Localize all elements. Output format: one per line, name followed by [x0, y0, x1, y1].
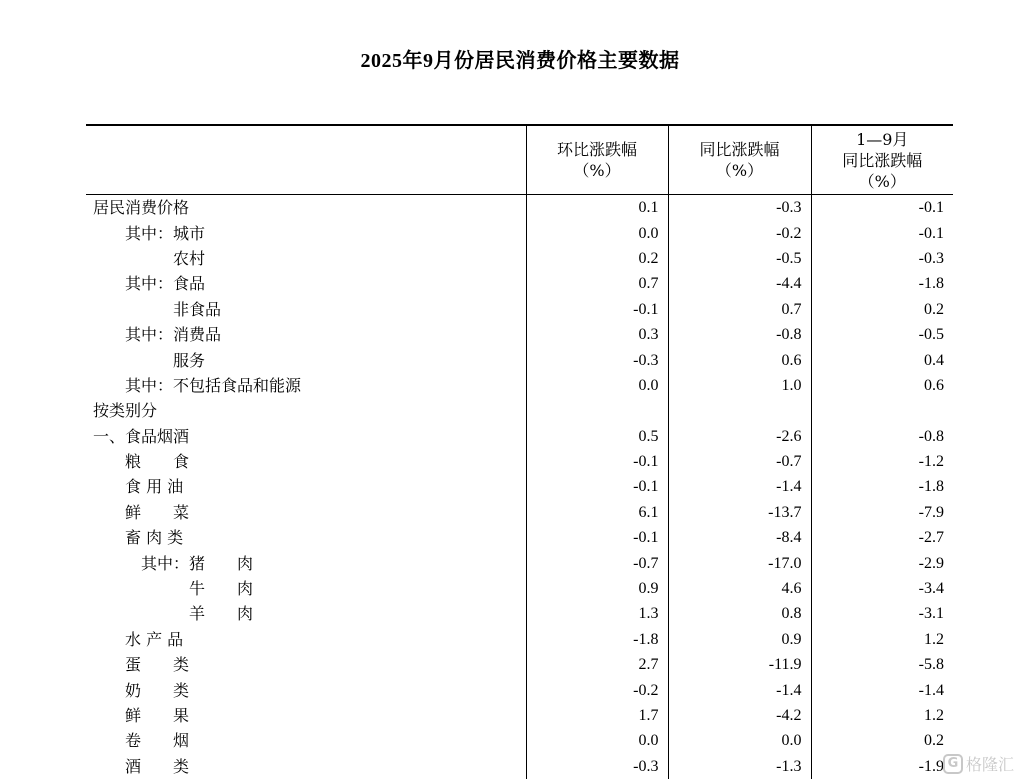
mom-value: 1.3	[526, 601, 668, 626]
yoy-value: 0.0	[668, 728, 811, 753]
table-row	[86, 500, 953, 525]
table-row	[86, 220, 953, 245]
yoy-value: -0.3	[668, 195, 811, 221]
yoy-value: 4.6	[668, 576, 811, 601]
table-row	[86, 627, 953, 652]
mom-value: 2.7	[526, 652, 668, 677]
yoy-value: -11.9	[668, 652, 811, 677]
ytd-value: -0.1	[811, 220, 953, 245]
row-label: 按类别分	[93, 401, 158, 421]
mom-value: -0.7	[526, 550, 668, 575]
header-yoy	[668, 125, 811, 195]
row-label: 居民消费价格	[93, 198, 190, 218]
ytd-value: 1.2	[811, 627, 953, 652]
row-label: 其中：食品	[93, 274, 206, 294]
table-row	[86, 195, 953, 221]
mom-value: -0.1	[526, 297, 668, 322]
table-row	[86, 398, 953, 423]
mom-value: 0.2	[526, 246, 668, 271]
mom-value: 0.0	[526, 220, 668, 245]
mom-value: 0.9	[526, 576, 668, 601]
yoy-value: -0.8	[668, 322, 811, 347]
row-label: 一、食品烟酒	[93, 426, 190, 446]
ytd-value: 0.2	[811, 728, 953, 753]
table-row	[86, 449, 953, 474]
mom-value: 0.1	[526, 195, 668, 221]
table-row	[86, 424, 953, 449]
mom-value: -0.1	[526, 525, 668, 550]
mom-value: 1.7	[526, 703, 668, 728]
ytd-value: -5.8	[811, 652, 953, 677]
mom-value: -0.1	[526, 474, 668, 499]
table-row	[86, 652, 953, 677]
mom-value: -0.2	[526, 677, 668, 702]
ytd-value: -0.3	[811, 246, 953, 271]
table-row	[86, 373, 953, 398]
table-row	[86, 297, 953, 322]
ytd-value: 0.4	[811, 347, 953, 372]
yoy-value: 0.7	[668, 297, 811, 322]
yoy-value: -1.3	[668, 754, 811, 779]
row-label: 非食品	[93, 299, 222, 319]
mom-value: 0.3	[526, 322, 668, 347]
header-blank	[86, 125, 526, 195]
table-row	[86, 525, 953, 550]
yoy-value: -1.4	[668, 474, 811, 499]
table-row	[86, 271, 953, 296]
row-label: 农村	[93, 248, 206, 268]
row-label: 牛 肉	[93, 579, 254, 599]
yoy-value: -0.2	[668, 220, 811, 245]
row-label: 食 用 油	[93, 477, 184, 497]
ytd-value: -7.9	[811, 500, 953, 525]
ytd-value: -3.1	[811, 601, 953, 626]
yoy-value: 0.8	[668, 601, 811, 626]
yoy-value: -17.0	[668, 550, 811, 575]
logo-icon: G	[943, 754, 963, 774]
mom-value: 0.0	[526, 373, 668, 398]
row-label: 其中：城市	[93, 223, 206, 243]
row-label: 鲜 果	[93, 706, 190, 725]
ytd-value: -3.4	[811, 576, 953, 601]
table-row	[86, 754, 953, 779]
table-row	[86, 728, 953, 753]
yoy-value: 1.0	[668, 373, 811, 398]
ytd-value: -0.8	[811, 424, 953, 449]
yoy-value: -2.6	[668, 424, 811, 449]
yoy-value: 0.6	[668, 347, 811, 372]
table-row	[86, 703, 953, 728]
row-label: 酒 类	[93, 756, 190, 776]
yoy-value: -0.5	[668, 246, 811, 271]
header-ytd-label: 同比涨跌幅	[842, 150, 923, 170]
row-label: 蛋 类	[93, 655, 190, 675]
table-row	[86, 246, 953, 271]
mom-value: 0.5	[526, 424, 668, 449]
table-row	[86, 601, 953, 626]
header-mom-unit: （%）	[573, 161, 621, 180]
row-label: 羊 肉	[93, 604, 254, 624]
mom-value: -0.1	[526, 449, 668, 474]
table-header-row	[86, 125, 953, 195]
row-label: 其中：消费品	[93, 325, 222, 345]
yoy-value: -8.4	[668, 525, 811, 550]
mom-value: 6.1	[526, 500, 668, 525]
yoy-value: -4.2	[668, 703, 811, 728]
cpi-table	[86, 124, 953, 779]
row-label: 卷 烟	[93, 731, 190, 751]
ytd-value: -0.1	[811, 195, 953, 221]
header-ytd	[811, 125, 953, 195]
ytd-value: -1.8	[811, 271, 953, 296]
yoy-value: -4.4	[668, 271, 811, 296]
header-mom	[526, 125, 668, 195]
ytd-value: -1.2	[811, 449, 953, 474]
yoy-value: 0.9	[668, 627, 811, 652]
row-label: 水 产 品	[93, 629, 184, 649]
ytd-value: -1.4	[811, 677, 953, 702]
watermark	[943, 752, 1014, 775]
header-mom-label: 环比涨跌幅	[556, 140, 637, 159]
row-label: 服务	[93, 350, 206, 370]
table-row	[86, 576, 953, 601]
page-title: 2025年9月份居民消费价格主要数据	[360, 50, 680, 72]
ytd-value: 0.6	[811, 373, 953, 398]
table-row	[86, 677, 953, 702]
table-row	[86, 347, 953, 372]
row-label: 鲜 菜	[93, 502, 190, 522]
row-label: 畜 肉 类	[93, 528, 184, 548]
mom-value: 0.0	[526, 728, 668, 753]
header-ytd-period: 1—9月	[856, 129, 909, 149]
yoy-value: -13.7	[668, 500, 811, 525]
mom-value: -1.8	[526, 627, 668, 652]
ytd-value: -2.7	[811, 525, 953, 550]
table-row	[86, 550, 953, 575]
header-yoy-unit: （%）	[715, 161, 764, 180]
yoy-value: -0.7	[668, 449, 811, 474]
ytd-value: -2.9	[811, 550, 953, 575]
yoy-value: -1.4	[668, 677, 811, 702]
yoy-value	[668, 398, 811, 423]
watermark-text: 格隆汇	[965, 755, 1014, 774]
mom-value	[526, 398, 668, 423]
row-label: 奶 类	[93, 680, 190, 700]
ytd-value: 0.2	[811, 297, 953, 322]
row-label: 其中：不包括食品和能源	[93, 375, 302, 395]
row-label: 其中：猪 肉	[93, 553, 254, 573]
header-ytd-unit: （%）	[858, 171, 906, 191]
ytd-value: 1.2	[811, 703, 953, 728]
ytd-value: -1.9	[811, 754, 953, 779]
mom-value: 0.7	[526, 271, 668, 296]
table-row	[86, 474, 953, 499]
ytd-value: -1.8	[811, 474, 953, 499]
header-yoy-label: 同比涨跌幅	[699, 140, 780, 159]
table-row	[86, 322, 953, 347]
ytd-value	[811, 398, 953, 423]
row-label: 粮 食	[93, 452, 190, 472]
mom-value: -0.3	[526, 347, 668, 372]
mom-value: -0.3	[526, 754, 668, 779]
ytd-value: -0.5	[811, 322, 953, 347]
